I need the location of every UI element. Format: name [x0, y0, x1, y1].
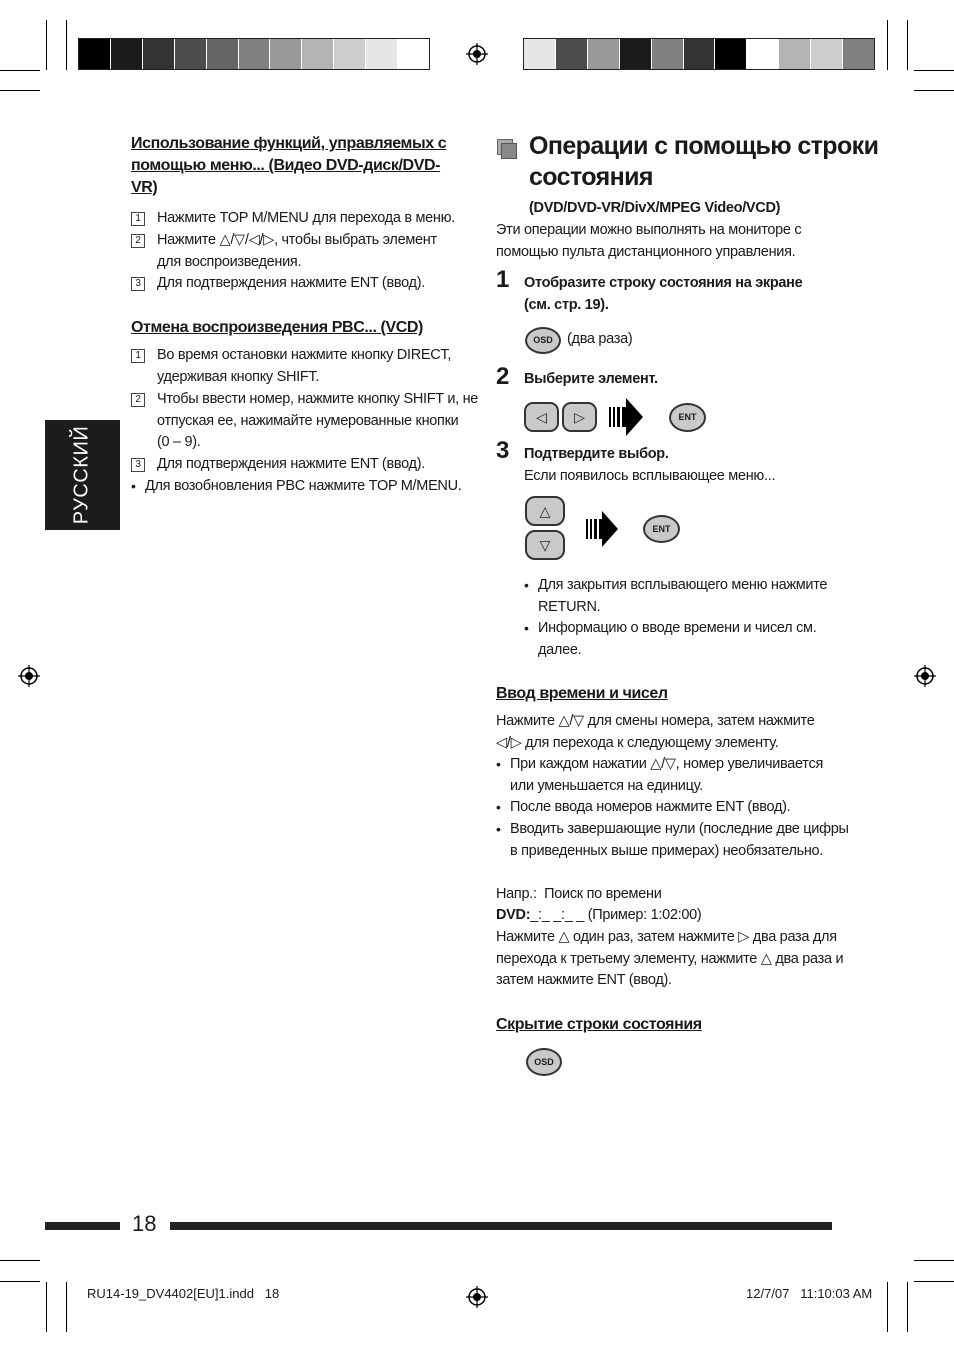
crop-mark [887, 20, 888, 70]
registration-mark-icon [18, 665, 40, 687]
step-item [131, 389, 478, 454]
step-title: Выберите элемент. [524, 371, 658, 387]
press-twice-note: (два раза) [567, 331, 633, 347]
step-title-line: Отобразите строку состояния на экране [524, 275, 803, 291]
dvd-example [496, 905, 701, 927]
color-swatch [588, 39, 620, 69]
color-swatch [556, 39, 588, 69]
step-number: 3 [131, 458, 145, 472]
color-swatch [652, 39, 684, 69]
step-text: Чтобы ввести номер, нажмите кнопку SHIFT и, не [157, 391, 479, 407]
next-arrow-icon [586, 511, 618, 547]
crop-mark [907, 20, 908, 70]
color-swatch [175, 39, 207, 69]
heading-line: помощью меню... (Видео DVD-диск/DVD- [131, 157, 441, 174]
bullet-item [524, 618, 816, 661]
color-swatch [207, 39, 239, 69]
section-heading-hide-status: Скрытие строки состояния [496, 1016, 702, 1033]
step-item [131, 273, 425, 295]
up-cursor-button[interactable]: △ [525, 496, 565, 526]
step-number: 2 [131, 393, 145, 407]
bullet-text: Для закрытия всплывающего меню нажмите [538, 577, 828, 593]
crop-mark [0, 70, 40, 71]
time-input-text [496, 711, 814, 754]
ent-button[interactable]: ENT [643, 515, 680, 543]
bullet-text: в приведенных выше примерах) необязательно. [510, 842, 824, 859]
step-title-line: (см. стр. 19). [524, 296, 609, 313]
step-text: Для подтверждения нажмите ENT (ввод). [157, 456, 425, 472]
title-line: Операции с помощью строки [529, 132, 879, 160]
step-item [131, 230, 437, 273]
title-line: состояния [529, 163, 653, 191]
paragraph-line: перехода к третьему элементу, нажмите △ два раза и [496, 950, 844, 967]
language-tab [45, 420, 120, 530]
step-number: 2 [131, 234, 145, 248]
color-swatch [334, 39, 366, 69]
step-number: 3 [131, 277, 145, 291]
crop-mark [0, 1281, 40, 1282]
step-number: 1 [131, 349, 145, 363]
step-text: Нажмите △/▽/◁/▷, чтобы выбрать элемент [157, 232, 437, 248]
right-cursor-button[interactable]: ▷ [562, 402, 597, 432]
step-item [131, 454, 425, 476]
example-label: Напр.: Поиск по времени [496, 886, 662, 902]
color-swatch [111, 39, 143, 69]
paragraph-line: Нажмите △/▽ для смены номера, затем нажмите [496, 713, 815, 729]
bullet-marker: • [496, 756, 501, 772]
step-text: удерживая кнопку SHIFT. [157, 368, 320, 385]
bullet-text: далее. [538, 641, 582, 658]
bullet-marker: • [496, 799, 501, 815]
registration-mark-icon [914, 665, 936, 687]
bullet-marker: • [131, 478, 136, 494]
dvd-label: DVD: [496, 907, 531, 923]
crop-mark [914, 1260, 954, 1261]
language-tab-label: РУССКИЙ [70, 425, 93, 525]
intro-line: Эти операции можно выполнять на мониторе с [496, 222, 802, 238]
step-title [524, 273, 802, 316]
crop-mark [914, 90, 954, 91]
color-swatch [715, 39, 747, 69]
ent-button[interactable]: ENT [669, 403, 706, 432]
step-number-large: 3 [496, 437, 510, 464]
step-item [131, 345, 451, 388]
section-heading-pbc-cancel: Отмена воспроизведения PBC... (VCD) [131, 319, 423, 336]
bullet-item [496, 754, 823, 797]
print-date: 12/7/07 11:10:03 AM [746, 1286, 873, 1301]
color-swatch [270, 39, 302, 69]
left-cursor-button[interactable]: ◁ [524, 402, 559, 432]
file-info: RU14-19_DV4402[EU]1.indd 18 [87, 1286, 280, 1301]
bullet-marker: • [524, 577, 529, 593]
color-swatch [811, 39, 843, 69]
paragraph-line: ◁/▷ для перехода к следующему элементу. [496, 734, 779, 751]
down-cursor-button[interactable]: ▽ [525, 530, 565, 560]
footer-rule-left [45, 1222, 120, 1230]
footer-rule-right [170, 1222, 832, 1230]
section-heading-time-input: Ввод времени и чисел [496, 685, 668, 702]
step-number-large: 2 [496, 363, 510, 390]
osd-button[interactable]: OSD [525, 327, 561, 354]
color-calibration-strip-right [523, 38, 875, 70]
next-arrow-icon [609, 398, 643, 436]
crop-mark [66, 20, 67, 70]
registration-mark-icon [466, 43, 488, 65]
color-swatch [302, 39, 334, 69]
color-swatch [684, 39, 716, 69]
step-text: для воспроизведения. [157, 253, 302, 270]
step-item [131, 208, 455, 230]
crop-mark [914, 70, 954, 71]
step-text: Для подтверждения нажмите ENT (ввод). [157, 275, 425, 291]
crop-mark [887, 1282, 888, 1332]
intro-line: помощью пульта дистанционного управления. [496, 243, 796, 260]
crop-mark [66, 1282, 67, 1332]
crop-mark [0, 90, 40, 91]
step-number-large: 1 [496, 266, 510, 293]
crop-mark [46, 20, 47, 70]
bullet-item [496, 819, 849, 862]
bullet-text: После ввода номеров нажмите ENT (ввод). [510, 799, 791, 815]
heading-line: Использование функций, управляемых с [131, 135, 447, 152]
intro-text [496, 220, 801, 263]
step-title: Подтвердите выбор. [524, 446, 669, 462]
bullet-text: Вводить завершающие нули (последние две цифры [510, 821, 849, 837]
color-swatch [747, 39, 779, 69]
bullet-item [131, 476, 462, 498]
color-swatch [366, 39, 398, 69]
bullet-text: или уменьшается на единицу. [510, 777, 703, 794]
color-swatch [524, 39, 556, 69]
step-subtext: Если появилось всплывающее меню... [524, 468, 776, 484]
color-swatch [779, 39, 811, 69]
color-calibration-strip-left [78, 38, 430, 70]
crop-mark [46, 1282, 47, 1332]
crop-mark [907, 1282, 908, 1332]
bullet-marker: • [524, 620, 529, 636]
formats-subtitle: (DVD/DVD-VR/DivX/MPEG Video/VCD) [529, 200, 781, 216]
example-instructions [496, 927, 843, 992]
heading-line: VR) [131, 179, 158, 196]
bullet-text: RETURN. [538, 598, 601, 615]
bullet-text: При каждом нажатии △/▽, номер увеличивается [510, 756, 823, 772]
registration-mark-icon [466, 1286, 488, 1308]
color-swatch [843, 39, 874, 69]
bullet-item [496, 797, 790, 819]
bullet-marker: • [496, 821, 501, 837]
color-swatch [143, 39, 175, 69]
page-title [529, 131, 878, 193]
bullet-text: Информацию о вводе времени и чисел см. [538, 620, 817, 636]
paragraph-line: затем нажмите ENT (ввод). [496, 972, 672, 988]
bullet-text: Для возобновления PBC нажмите TOP M/MENU. [145, 478, 462, 494]
dvd-example-value: _:_ _:_ _ (Пример: 1:02:00) [530, 907, 702, 923]
section-heading-menu-functions [131, 133, 461, 199]
title-square-icon [497, 139, 515, 157]
color-swatch [79, 39, 111, 69]
color-swatch [620, 39, 652, 69]
step-text: Нажмите TOP M/MENU для перехода в меню. [157, 210, 455, 226]
bullet-item [524, 575, 827, 618]
step-text: отпуская ее, нажимайте нумерованные кнопки [157, 412, 459, 429]
step-number: 1 [131, 212, 145, 226]
osd-button[interactable]: OSD [526, 1048, 562, 1076]
page-number: 18 [132, 1211, 157, 1236]
step-text: Во время остановки нажмите кнопку DIRECT, [157, 347, 452, 363]
color-swatch [239, 39, 271, 69]
color-swatch [398, 39, 429, 69]
crop-mark [914, 1281, 954, 1282]
paragraph-line: Нажмите △ один раз, затем нажмите ▷ два раза для [496, 929, 837, 945]
step-text: (0 – 9). [157, 434, 201, 450]
crop-mark [0, 1260, 40, 1261]
